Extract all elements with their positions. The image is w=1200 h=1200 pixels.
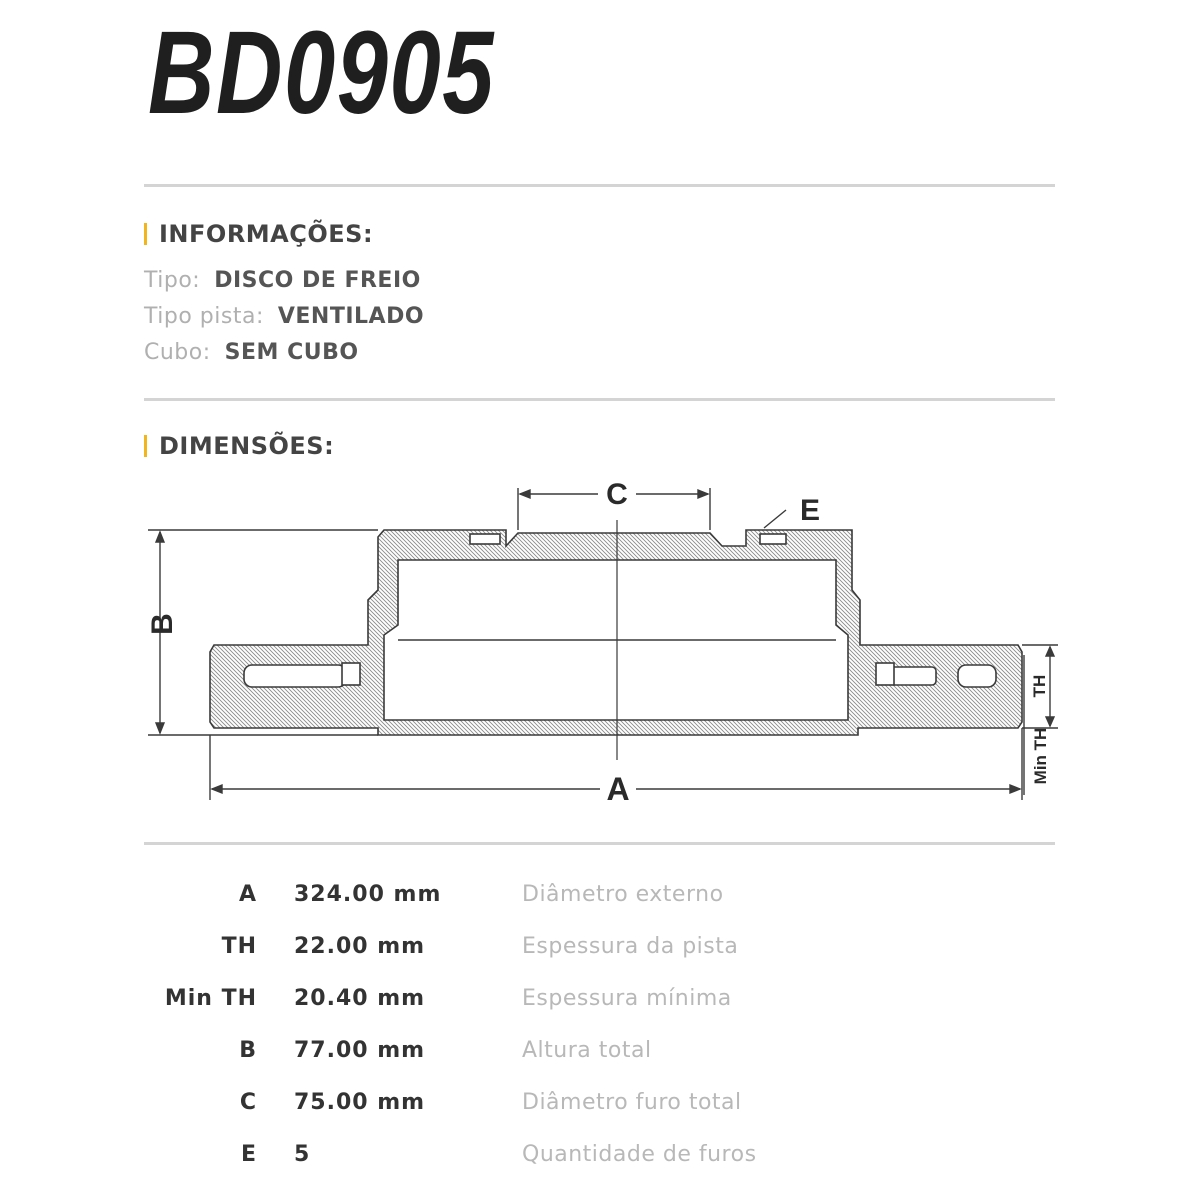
dimensoes-heading bbox=[144, 432, 334, 460]
dimension-code: C bbox=[239, 1090, 257, 1115]
label-th: TH bbox=[1030, 674, 1049, 698]
label-min-th: Min TH bbox=[1031, 727, 1050, 785]
divider bbox=[144, 184, 1055, 187]
info-value: SEM CUBO bbox=[224, 340, 359, 365]
informacoes-heading-text: INFORMAÇÕES: bbox=[159, 220, 374, 248]
part-number-title: BD0905 bbox=[148, 7, 496, 139]
dimension-value: 22.00 mm bbox=[294, 934, 426, 959]
info-label: Tipo pista: bbox=[144, 304, 264, 329]
e-leader-line bbox=[764, 510, 786, 528]
label-e: E bbox=[799, 494, 821, 527]
label-a: A bbox=[606, 771, 630, 807]
accent-bar bbox=[144, 435, 147, 457]
informacoes-heading bbox=[144, 220, 373, 248]
info-value: VENTILADO bbox=[277, 304, 425, 329]
dimension-value: 324.00 mm bbox=[294, 882, 442, 907]
dimension-value: 75.00 mm bbox=[294, 1090, 426, 1115]
divider bbox=[144, 398, 1055, 401]
dimension-code: Min TH bbox=[164, 986, 257, 1011]
info-row-tipo-pista bbox=[144, 304, 424, 329]
dimension-description: Espessura da pista bbox=[522, 934, 739, 959]
info-label: Tipo: bbox=[144, 268, 201, 293]
dimension-description: Diâmetro furo total bbox=[522, 1090, 742, 1115]
dimension-code: B bbox=[239, 1038, 257, 1063]
dimension-code: TH bbox=[221, 934, 257, 959]
divider bbox=[144, 842, 1055, 845]
dimension-code: A bbox=[238, 882, 257, 907]
dimension-description: Diâmetro externo bbox=[522, 882, 724, 907]
dimension-description: Quantidade de furos bbox=[522, 1142, 757, 1167]
info-row-cubo bbox=[144, 340, 359, 365]
dimension-code: E bbox=[240, 1142, 257, 1167]
info-label: Cubo: bbox=[144, 340, 211, 365]
label-c: C bbox=[606, 478, 628, 511]
dimension-description: Espessura mínima bbox=[522, 986, 732, 1011]
dimension-row-e bbox=[0, 1142, 1200, 1182]
dimension-row-min-th bbox=[0, 986, 1200, 1026]
dimension-value: 77.00 mm bbox=[294, 1038, 426, 1063]
dimension-row-a bbox=[0, 882, 1200, 922]
dimension-row-c bbox=[0, 1090, 1200, 1130]
info-row-tipo bbox=[144, 268, 421, 293]
dimension-row-th bbox=[0, 934, 1200, 974]
dimension-value: 20.40 mm bbox=[294, 986, 426, 1011]
dimension-row-b bbox=[0, 1038, 1200, 1078]
label-b: B bbox=[146, 613, 179, 635]
dimension-description: Altura total bbox=[522, 1038, 652, 1063]
dimension-value: 5 bbox=[294, 1142, 311, 1167]
accent-bar bbox=[144, 223, 147, 245]
brake-disc-diagram bbox=[0, 470, 1200, 810]
info-value: DISCO DE FREIO bbox=[214, 268, 421, 293]
dimensoes-heading-text: DIMENSÕES: bbox=[159, 432, 335, 460]
